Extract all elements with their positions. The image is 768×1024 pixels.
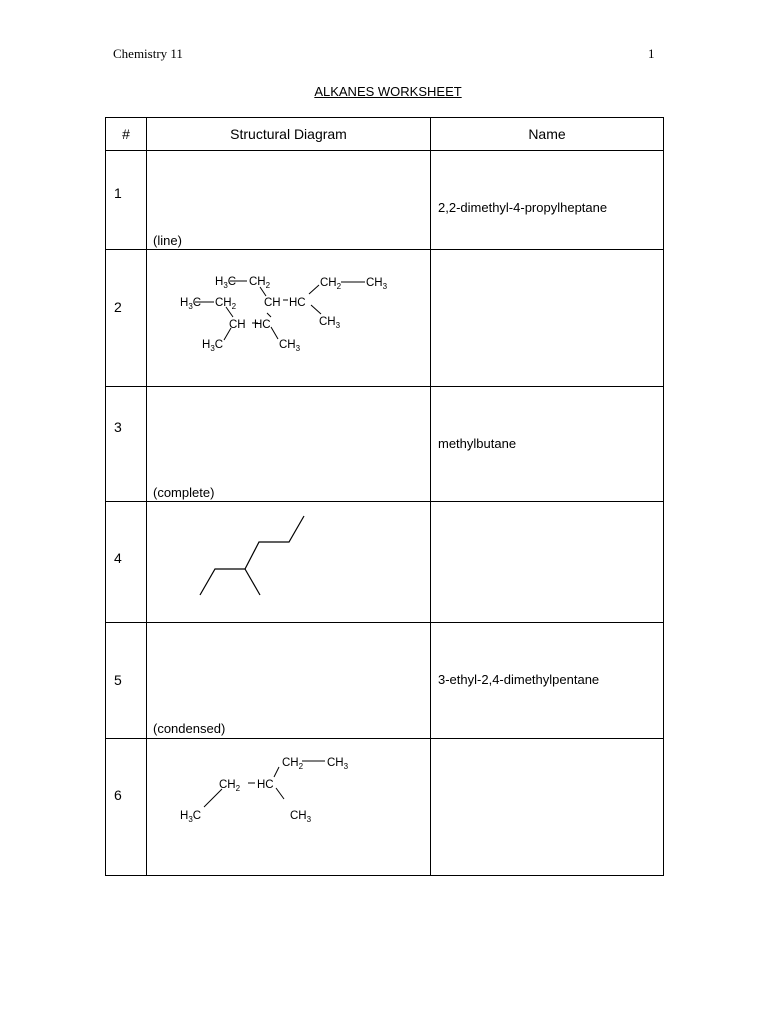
name-cell[interactable] xyxy=(431,151,664,250)
name-cell[interactable] xyxy=(431,623,664,739)
name-cell[interactable] xyxy=(431,502,664,623)
svg-text:H3C: $H_3C$ xyxy=(202,339,224,353)
svg-text:H3C: $H_3C$ xyxy=(180,810,202,824)
diagram-cell[interactable] xyxy=(147,151,431,250)
column-header-name: Name xyxy=(431,118,664,151)
row-number-cell xyxy=(106,250,147,387)
page-number: 1 xyxy=(648,46,655,61)
worksheet-title: ALKANES WORKSHEET xyxy=(314,84,462,99)
row-number-cell xyxy=(106,739,147,876)
name-cell[interactable] xyxy=(431,250,664,387)
svg-text:CH: CH xyxy=(229,319,246,331)
name-cell[interactable] xyxy=(431,387,664,502)
column-header-number: # xyxy=(106,118,147,151)
svg-text:CH3: $CH_3$ xyxy=(279,339,301,353)
table-row xyxy=(106,387,664,502)
svg-text:CH2: $CH_2$ xyxy=(215,297,237,311)
svg-text:H3C: $H_3C$ xyxy=(215,276,237,290)
diagram-cell[interactable] xyxy=(147,387,431,502)
svg-text:H3C: $H_3C$ xyxy=(180,297,202,311)
condensed-structure-diagram-6 xyxy=(147,739,430,870)
table-row xyxy=(106,151,664,250)
diagram-style-note: (line) xyxy=(153,233,182,248)
diagram-cell xyxy=(147,502,431,623)
svg-text:CH3: $CH_3$ xyxy=(290,810,312,824)
svg-text:HC: HC xyxy=(254,319,271,331)
table-row xyxy=(106,739,664,876)
svg-text:HC: HC xyxy=(257,779,274,791)
row-number-cell xyxy=(106,387,147,502)
column-header-diagram: Structural Diagram xyxy=(147,118,431,151)
diagram-cell xyxy=(147,250,431,387)
row-number: 1 xyxy=(114,185,122,201)
diagram-style-note: (condensed) xyxy=(153,721,226,736)
svg-text:CH2: $CH_2$ xyxy=(320,277,342,291)
line-structure-diagram-4 xyxy=(147,502,430,617)
table-row xyxy=(106,502,664,623)
row-number: 4 xyxy=(114,550,122,566)
svg-text:CH3: $CH_3$ xyxy=(319,316,341,330)
row-number-cell xyxy=(106,151,147,250)
svg-text:CH2: $CH_2$ xyxy=(249,276,271,290)
row-number: 2 xyxy=(114,299,122,315)
diagram-cell xyxy=(147,739,431,876)
table-header-row xyxy=(106,118,664,151)
row-number: 5 xyxy=(114,672,122,688)
diagram-style-note: (complete) xyxy=(153,485,215,500)
svg-text:CH: CH xyxy=(264,297,281,309)
compound-name: 3-ethyl-2,4-dimethylpentane xyxy=(438,672,600,687)
row-number: 3 xyxy=(114,419,122,435)
row-number-cell xyxy=(106,502,147,623)
table-row xyxy=(106,250,664,387)
svg-text:CH3: $CH_3$ xyxy=(366,277,388,291)
svg-text:CH3: $CH_3$ xyxy=(327,757,349,771)
row-number-cell xyxy=(106,623,147,739)
row-number: 6 xyxy=(114,787,122,803)
svg-text:CH2: $CH_2$ xyxy=(219,779,241,793)
svg-text:CH2: $CH_2$ xyxy=(282,757,304,771)
course-header: Chemistry 11 xyxy=(113,46,183,61)
worksheet-table xyxy=(105,117,664,876)
diagram-cell[interactable] xyxy=(147,623,431,739)
name-cell[interactable] xyxy=(431,739,664,876)
condensed-structure-diagram-2 xyxy=(147,250,430,381)
compound-name: methylbutane xyxy=(438,436,517,451)
compound-name: 2,2-dimethyl-4-propylheptane xyxy=(438,200,608,215)
table-row xyxy=(106,623,664,739)
svg-text:HC: HC xyxy=(289,297,306,309)
